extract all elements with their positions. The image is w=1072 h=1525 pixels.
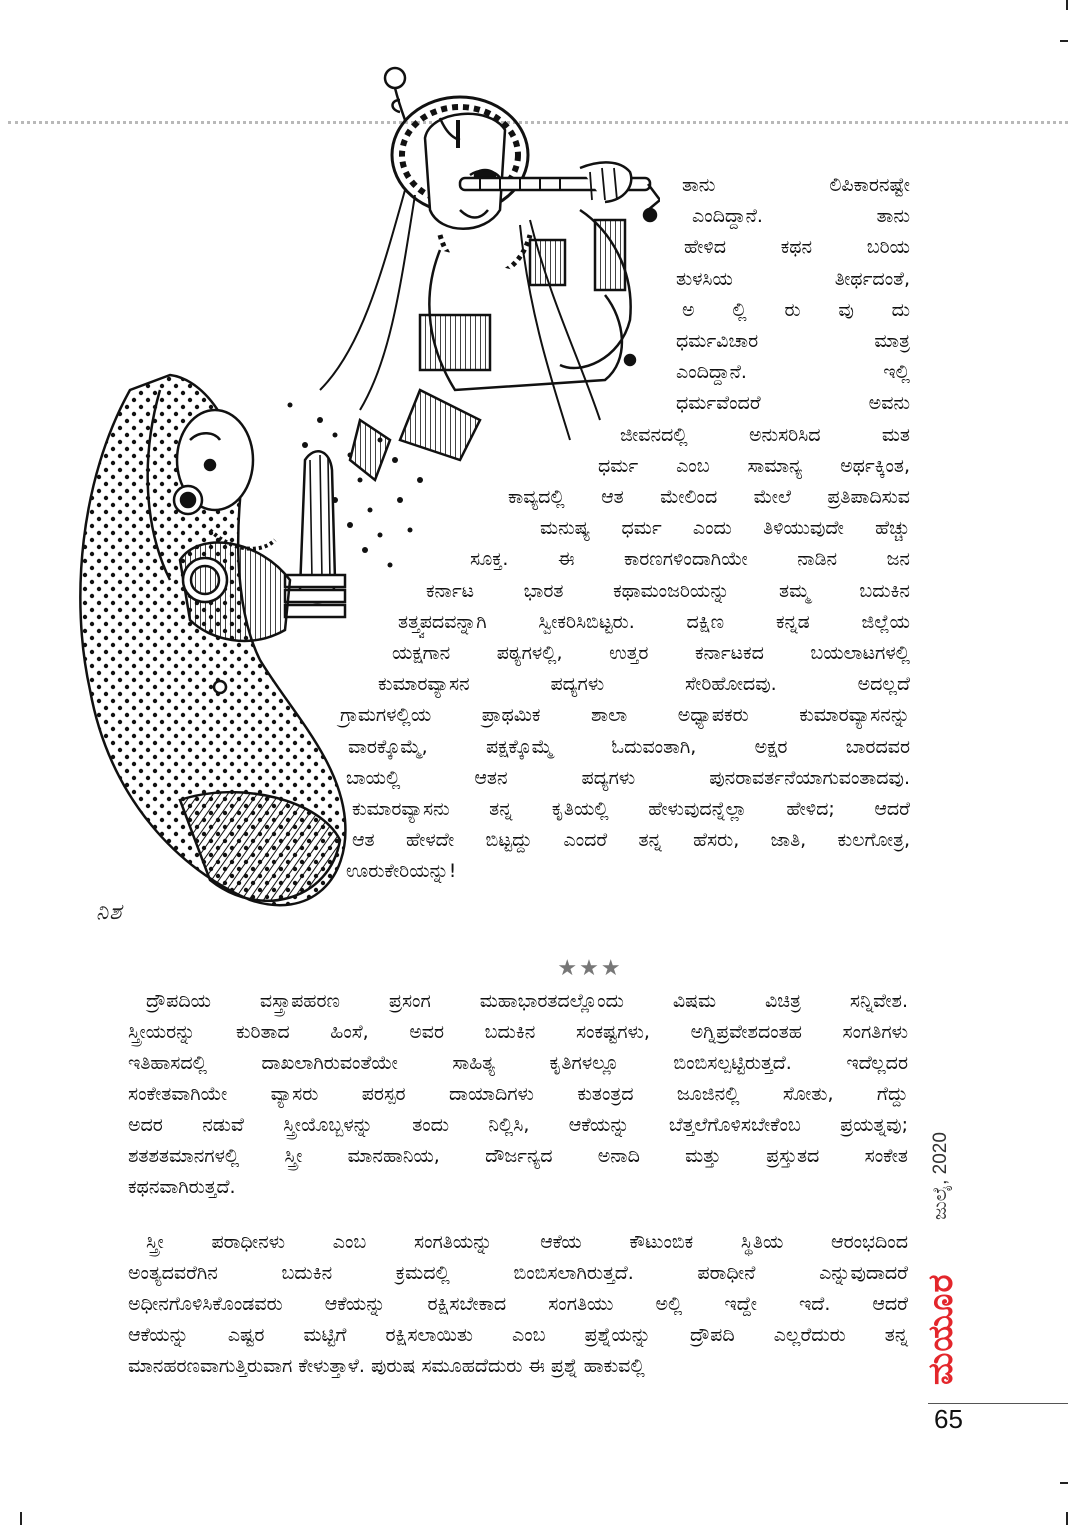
wrapped-text-line: ಎಂದಿದ್ದಾನೆ. ತಾನು	[692, 205, 910, 228]
magazine-brand: ಮಯೂರ	[922, 1273, 960, 1385]
paragraph-2	[128, 1227, 908, 1382]
wrapped-text-line: ಅ ಲ್ಲಿ ರು ವು ದು	[682, 298, 910, 321]
wrapped-text-line: ಯಕ್ಷಗಾನ ಪಠ್ಯಗಳಲ್ಲಿ, ಉತ್ತರ ಕರ್ನಾಟಕದ ಬಯಲಾಟಗಳಲ್ಲಿ	[392, 642, 910, 664]
wrapped-text-line: ಕಾವ್ಯದಲ್ಲಿ ಆತ ಮೇಲಿಂದ ಮೇಲೆ ಪ್ರತಿಪಾದಿಸುವ	[508, 486, 910, 508]
paragraph-line: ಅಂತ್ಯದವರೆಗಿನ ಬದುಕಿನ ಕ್ರಮದಲ್ಲಿ ಬಿಂಬಿಸಲಾಗಿರುತ್ತದೆ. ಪರಾಧೀನೆ ಎನ್ನುವುದಾದರೆ	[128, 1262, 908, 1284]
page-number: 65	[934, 1404, 963, 1434]
issue-date: ಜುಲೈ, 2020	[930, 1132, 951, 1220]
wrapped-text-line: ತತ್ತ್ವಪದವನ್ನಾಗಿ ಸ್ವೀಕರಿಸಿಬಿಟ್ಟರು. ದಕ್ಷಿಣ ಕನ್ನಡ ಜಿಲ್ಲೆಯ	[398, 610, 910, 633]
paragraph-line: ಅಧೀನಗೊಳಿಸಿಕೊಂಡವರು ಆಕೆಯನ್ನು ರಕ್ಷಿಸಬೇಕಾದ ಸಂಗತಿಯು ಅಲ್ಲಿ ಇದ್ದೇ ಇದೆ. ಆದರೆ	[128, 1293, 908, 1315]
crop-mark-top-right	[1060, 40, 1068, 42]
paragraph-line: ಸ್ತ್ರೀಯರನ್ನು ಕುರಿತಾದ ಹಿಂಸೆ, ಅವರ ಬದುಕಿನ ಸಂಕಷ್ಟಗಳು, ಅಗ್ನಿಪ್ರವೇಶದಂತಹ ಸಂಗತಿಗಳು	[128, 1021, 908, 1043]
paragraph-line: ಮಾನಹರಣವಾಗುತ್ತಿರುವಾಗ ಕೇಳುತ್ತಾಳೆ. ಪುರುಷ ಸಮೂಹದೆದುರು ಈ ಪ್ರಶ್ನೆ ಹಾಕುವಲ್ಲಿ	[128, 1355, 645, 1377]
paragraph-line: ಶತಶತಮಾನಗಳಲ್ಲಿ ಸ್ತ್ರೀ ಮಾನಹಾನಿಯ, ದೌರ್ಜನ್ಯದ ಅನಾದಿ ಮತ್ತು ಪ್ರಸ್ತುತದ ಸಂಕೇತ	[128, 1145, 908, 1167]
wrapped-text-line: ಸೂಕ್ತ. ಈ ಕಾರಣಗಳಿಂದಾಗಿಯೇ ನಾಡಿನ ಜನ	[470, 548, 910, 571]
crop-mark-bottom-left	[20, 1512, 22, 1525]
paragraph-line: ಇತಿಹಾಸದಲ್ಲಿ ದಾಖಲಾಗಿರುವಂತೆಯೇ ಸಾಹಿತ್ಯ ಕೃತಿಗಳಲ್ಲೂ ಬಿಂಬಿಸಲ್ಪಟ್ಟಿರುತ್ತದೆ. ಇದೆಲ್ಲದರ	[128, 1052, 908, 1074]
wrapped-text-line: ಗ್ರಾಮಗಳಲ್ಲಿಯ ಪ್ರಾಥಮಿಕ ಶಾಲಾ ಅಧ್ಯಾಪಕರು ಕುಮಾರವ್ಯಾಸನನ್ನು	[340, 704, 910, 727]
wrapped-text-line: ತುಳಸಿಯ ತೀರ್ಥದಂತೆ,	[676, 267, 910, 290]
wrapped-text-line: ಜೀವನದಲ್ಲಿ ಅನುಸರಿಸಿದ ಮತ	[620, 423, 910, 446]
paragraph-line: ಸ್ತ್ರೀ ಪರಾಧೀನಳು ಎಂಬ ಸಂಗತಿಯನ್ನು ಆಕೆಯ ಕೌಟುಂಬಿಕ ಸ್ಥಿತಿಯ ಆರಂಭದಿಂದ	[146, 1231, 908, 1253]
wrapped-text-line: ಕುಮಾರವ್ಯಾಸನ ಪದ್ಯಗಳು ಸೇರಿಹೋದವು. ಅದಲ್ಲದೆ	[378, 673, 910, 696]
paragraph-line: ಕಥನವಾಗಿರುತ್ತದೆ.	[128, 1176, 236, 1198]
crop-mark-top	[1066, 0, 1068, 10]
wrapped-text-line: ಎಂದಿದ್ದಾನೆ. ಇಲ್ಲಿ	[676, 361, 910, 384]
wrapped-text-line: ಊರುಕೇರಿಯನ್ನು!	[346, 860, 457, 883]
wrapped-text-line: ಧರ್ಮವಿಚಾರ ಮಾತ್ರ	[676, 330, 910, 352]
paragraph-line: ಅದರ ನಡುವೆ ಸ್ತ್ರೀಯೊಬ್ಬಳನ್ನು ತಂದು ನಿಲ್ಲಿಸಿ, ಆಕೆಯನ್ನು ಬೆತ್ತಲೆಗೊಳಿಸಬೇಕೆಂಬ ಪ್ರಯತ್ನವು;	[128, 1114, 908, 1136]
draupadi-figure	[80, 375, 345, 905]
paragraph-1	[128, 986, 908, 1203]
wrapped-text-line: ಹೇಳಿದ ಕಥನ ಬರಿಯ	[684, 236, 910, 259]
wrapped-text-line: ತಾನು ಲಿಪಿಕಾರನಷ್ಟೇ	[682, 174, 910, 196]
wrapped-text-line: ಕರ್ನಾಟ ಭಾರತ ಕಥಾಮಂಜರಿಯನ್ನು ತಮ್ಮ ಬದುಕಿನ	[426, 579, 910, 602]
crop-mark-bottom-right-v	[1066, 1512, 1068, 1525]
crop-mark-bottom-right	[1060, 1482, 1068, 1484]
wrapped-text-line: ಧರ್ಮ ಎಂಬ ಸಾಮಾನ್ಯ ಅರ್ಥಕ್ಕಿಂತ,	[598, 454, 910, 477]
paragraph-line: ದ್ರೌಪದಿಯ ವಸ್ತ್ರಾಪಹರಣ ಪ್ರಸಂಗ ಮಹಾಭಾರತದಲ್ಲೊಂದು ವಿಷಮ ವಿಚಿತ್ರ ಸನ್ನಿವೇಶ.	[146, 990, 908, 1012]
paragraph-line: ಆಕೆಯನ್ನು ಎಷ್ಟರ ಮಟ್ಟಿಗೆ ರಕ್ಷಿಸಲಾಯಿತು ಎಂಬ ಪ್ರಶ್ನೆಯನ್ನು ದ್ರೌಪದಿ ಎಲ್ಲರೆದುರು ತನ್ನ	[128, 1324, 908, 1346]
wrapped-text-line: ಮನುಷ್ಯ ಧರ್ಮ ಎಂದು ತಿಳಿಯುವುದೇ ಹೆಚ್ಚು	[540, 517, 910, 540]
wrapped-text-line: ಬಾಯಲ್ಲಿ ಆತನ ಪದ್ಯಗಳು ಪುನರಾವರ್ತನೆಯಾಗುವಂತಾದವು.	[346, 766, 910, 789]
wrapped-text-line: ವಾರಕ್ಕೊಮ್ಮೆ, ಪಕ್ಷಕ್ಕೊಮ್ಮೆ ಓದುವಂತಾಗಿ, ಅಕ್ಷರ ಬಾರದವರ	[348, 735, 910, 758]
wrapped-text-line: ಆತ ಹೇಳದೇ ಬಿಟ್ಟದ್ದು ಎಂದರೆ ತನ್ನ ಹೆಸರು, ಜಾತಿ, ಕುಲಗೋತ್ರ,	[352, 829, 910, 852]
wrapped-text-line: ಕುಮಾರವ್ಯಾಸನು ತನ್ನ ಕೃತಿಯಲ್ಲಿ ಹೇಳುವುದನ್ನೆಲ್ಲಾ ಹೇಳಿದ; ಆದರೆ	[352, 798, 910, 820]
artist-signature: ನಿಶ	[96, 900, 123, 925]
section-separator: ★★★	[557, 956, 623, 981]
krishna-figure	[320, 68, 660, 480]
wrapped-text-line: ಧರ್ಮವೆಂದರೆ ಅವನು	[676, 392, 910, 415]
paragraph-line: ಸಂಕೇತವಾಗಿಯೇ ವ್ಯಾಸರು ಪರಸ್ಪರ ದಾಯಾದಿಗಳು ಕುತಂತ್ರದ ಜೂಜಿನಲ್ಲಿ ಸೋತು, ಗೆದ್ದು	[128, 1083, 908, 1105]
